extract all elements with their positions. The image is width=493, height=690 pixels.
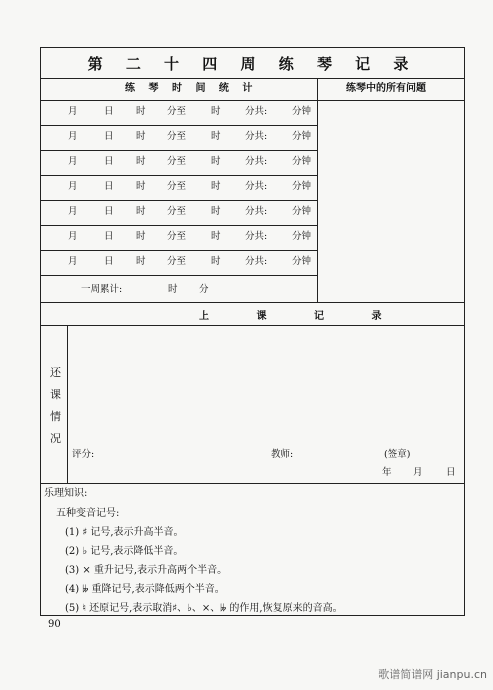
row-minutes-label: 分钟: [292, 181, 312, 192]
row-minutes-label: 分钟: [292, 256, 312, 267]
practice-row: [41, 200, 317, 224]
row-hour-label: 时: [136, 131, 146, 142]
lesson-header-divider: [41, 325, 464, 326]
sheet-title: 第 二 十 四 周 练 琴 记 录: [87, 55, 418, 73]
row-to-label: 分至: [167, 131, 187, 142]
row-month-label: 月: [68, 131, 78, 142]
row-total-label: 分共:: [245, 256, 268, 267]
theory-item-1: (1) ♯ 记号,表示升高半音。: [65, 527, 184, 538]
row-minutes-label: 分钟: [292, 156, 312, 167]
lesson-bottom-divider: [41, 483, 464, 484]
row-month-label: 月: [68, 231, 78, 242]
row-to-label: 分至: [167, 256, 187, 267]
practice-record-sheet: [40, 47, 465, 616]
side-label-1: 还: [50, 366, 61, 379]
total-label: 一周累计:: [81, 284, 123, 295]
row-hour-label: 时: [136, 181, 146, 192]
date-month: 月: [413, 467, 423, 478]
row-to-label: 分至: [167, 206, 187, 217]
practice-row: [41, 250, 317, 274]
total-minute-label: 分: [199, 284, 209, 295]
theory-item-2: (2) ♭ 记号,表示降低半音。: [65, 546, 184, 557]
row-month-label: 月: [68, 106, 78, 117]
row-day-label: 日: [104, 256, 114, 267]
row-minutes-label: 分钟: [292, 131, 312, 142]
practice-row: [41, 150, 317, 174]
row-day-label: 日: [104, 181, 114, 192]
lesson-side-divider: [67, 325, 68, 483]
row-hour-label: 时: [136, 206, 146, 217]
teacher-label: 教师:: [271, 449, 294, 460]
theory-item-3: (3) × 重升记号,表示升高两个半音。: [65, 565, 228, 576]
row-month-label: 月: [68, 206, 78, 217]
practice-time-header: 练 琴 时 间 统 计: [125, 83, 258, 94]
side-label-2: 课: [50, 388, 61, 401]
site-watermark: 歌谱简谱网 jianpu.cn: [378, 668, 487, 681]
date-day: 日: [446, 467, 456, 478]
row-hour2-label: 时: [211, 131, 221, 142]
theory-heading: 乐理知识:: [44, 488, 88, 499]
row-total-label: 分共:: [245, 131, 268, 142]
side-label-3: 情: [50, 410, 61, 423]
row-day-label: 日: [104, 106, 114, 117]
practice-row: [41, 175, 317, 199]
side-label-4: 况: [50, 432, 61, 445]
row-hour2-label: 时: [211, 231, 221, 242]
column-divider: [317, 78, 318, 302]
row-minutes-label: 分钟: [292, 206, 312, 217]
theory-item-4: (4) 𝄫 重降记号,表示降低两个半音。: [65, 584, 225, 595]
row-to-label: 分至: [167, 156, 187, 167]
row-minutes-label: 分钟: [292, 106, 312, 117]
row-total-label: 分共:: [245, 181, 268, 192]
row-month-label: 月: [68, 181, 78, 192]
total-hour-label: 时: [168, 284, 178, 295]
row-divider: [41, 275, 317, 276]
theory-intro: 五种变音记号:: [56, 508, 120, 519]
practice-row: [41, 125, 317, 149]
row-day-label: 日: [104, 156, 114, 167]
row-hour2-label: 时: [211, 181, 221, 192]
row-hour-label: 时: [136, 231, 146, 242]
row-hour-label: 时: [136, 156, 146, 167]
row-total-label: 分共:: [245, 156, 268, 167]
row-day-label: 日: [104, 231, 114, 242]
theory-item-5: (5) ♮ 还原记号,表示取消♯、♭、×、𝄫 的作用,恢复原来的音高。: [65, 603, 343, 614]
row-month-label: 月: [68, 256, 78, 267]
row-hour2-label: 时: [211, 206, 221, 217]
row-day-label: 日: [104, 206, 114, 217]
row-hour2-label: 时: [211, 156, 221, 167]
page-number: 90: [48, 619, 61, 630]
rating-label: 评分:: [72, 449, 95, 460]
row-hour-label: 时: [136, 256, 146, 267]
row-month-label: 月: [68, 156, 78, 167]
row-to-label: 分至: [167, 181, 187, 192]
problems-header: 练琴中的所有问题: [346, 83, 426, 94]
practice-row: [41, 225, 317, 249]
row-hour2-label: 时: [211, 256, 221, 267]
row-to-label: 分至: [167, 231, 187, 242]
date-year: 年: [382, 467, 392, 478]
practice-row: [41, 100, 317, 124]
row-day-label: 日: [104, 131, 114, 142]
row-to-label: 分至: [167, 106, 187, 117]
row-hour2-label: 时: [211, 106, 221, 117]
row-hour-label: 时: [136, 106, 146, 117]
row-total-label: 分共:: [245, 231, 268, 242]
row-minutes-label: 分钟: [292, 231, 312, 242]
seal-label: (签章): [384, 449, 411, 460]
row-total-label: 分共:: [245, 106, 268, 117]
row-total-label: 分共:: [245, 206, 268, 217]
lesson-record-header: 上 课 记 录: [199, 311, 404, 322]
total-divider-bottom: [41, 302, 464, 303]
